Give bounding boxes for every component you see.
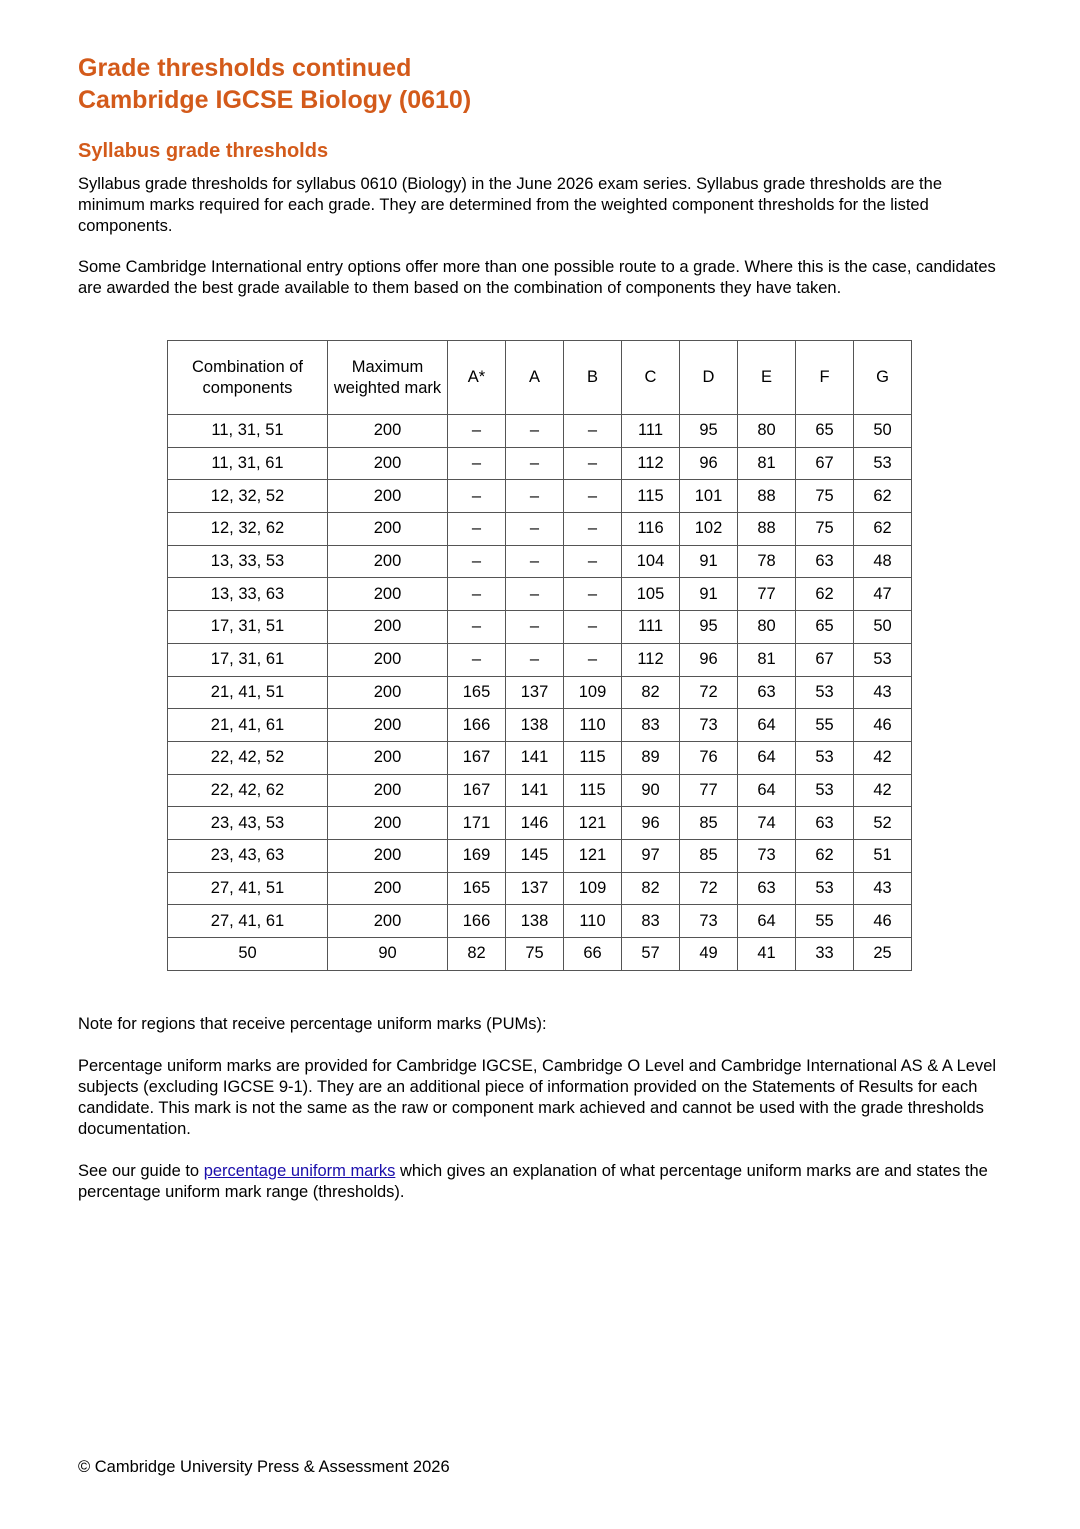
cell-grade-e: 77 [738, 578, 796, 611]
page-content [78, 52, 1002, 1203]
cell-grade-d: 77 [680, 774, 738, 807]
cell-grade-f: 53 [796, 741, 854, 774]
section-heading: Syllabus grade thresholds [78, 140, 329, 162]
cell-grade-f: 55 [796, 709, 854, 742]
cell-grade-c: 82 [622, 872, 680, 905]
cell-grade-g: 48 [854, 545, 912, 578]
cell-grade-c: 104 [622, 545, 680, 578]
header-grade-a: A [506, 341, 564, 415]
cell-grade-c: 97 [622, 839, 680, 872]
cell-grade-d: 85 [680, 839, 738, 872]
cell-grade-d: 49 [680, 938, 738, 971]
cell-grade-a: 146 [506, 807, 564, 840]
cell-grade-a-star: – [448, 545, 506, 578]
routes-paragraph: Some Cambridge International entry options offer more than one possible route to a grade. Where this is the case, candidates are awarded the best grade available to them based on the combination of components they have taken. [78, 258, 996, 297]
cell-grade-d: 91 [680, 545, 738, 578]
cell-grade-a-star: – [448, 415, 506, 448]
cell-grade-g: 46 [854, 905, 912, 938]
cell-grade-c: 82 [622, 676, 680, 709]
cell-grade-f: 67 [796, 643, 854, 676]
table-row [168, 872, 912, 905]
cell-grade-a: 138 [506, 709, 564, 742]
cell-grade-a: – [506, 578, 564, 611]
table-row [168, 447, 912, 480]
cell-grade-b: 66 [564, 938, 622, 971]
cell-grade-e: 64 [738, 905, 796, 938]
cell-max-mark: 200 [328, 676, 448, 709]
cell-combination: 17, 31, 61 [168, 643, 328, 676]
cell-max-mark: 200 [328, 872, 448, 905]
cell-grade-e: 81 [738, 447, 796, 480]
cell-grade-b: – [564, 447, 622, 480]
cell-grade-a-star: 166 [448, 709, 506, 742]
cell-grade-a: – [506, 480, 564, 513]
cell-grade-f: 53 [796, 774, 854, 807]
cell-grade-d: 85 [680, 807, 738, 840]
cell-combination: 27, 41, 61 [168, 905, 328, 938]
header-grade-e: E [738, 341, 796, 415]
table-header-row [168, 341, 912, 415]
guide-prefix-text: See our guide to [78, 1161, 204, 1180]
cell-grade-d: 95 [680, 611, 738, 644]
cell-grade-b: 121 [564, 807, 622, 840]
cell-grade-e: 80 [738, 611, 796, 644]
table-row [168, 938, 912, 971]
cell-grade-a-star: 169 [448, 839, 506, 872]
cell-grade-b: 121 [564, 839, 622, 872]
header-combination: Combination of components [168, 341, 328, 415]
percentage-uniform-marks-link[interactable]: percentage uniform marks [203, 1161, 396, 1180]
header-max-mark: Maximum weighted mark [328, 341, 448, 415]
cell-grade-a-star: 165 [448, 676, 506, 709]
cell-grade-f: 75 [796, 480, 854, 513]
cell-max-mark: 200 [328, 545, 448, 578]
cell-grade-a-star: – [448, 447, 506, 480]
cell-max-mark: 200 [328, 905, 448, 938]
cell-grade-e: 63 [738, 872, 796, 905]
cell-grade-a-star: 82 [448, 938, 506, 971]
cell-grade-d: 76 [680, 741, 738, 774]
cell-max-mark: 200 [328, 513, 448, 546]
cell-grade-b: – [564, 578, 622, 611]
header-grade-c: C [622, 341, 680, 415]
cell-grade-g: 53 [854, 447, 912, 480]
cell-grade-f: 65 [796, 415, 854, 448]
table-row [168, 513, 912, 546]
table-row [168, 709, 912, 742]
cell-combination: 11, 31, 51 [168, 415, 328, 448]
cell-grade-g: 43 [854, 872, 912, 905]
cell-combination: 23, 43, 63 [168, 839, 328, 872]
cell-combination: 23, 43, 53 [168, 807, 328, 840]
cell-grade-a-star: – [448, 611, 506, 644]
page-title: Grade thresholds continued [78, 54, 412, 82]
cell-grade-e: 64 [738, 709, 796, 742]
cell-grade-e: 63 [738, 676, 796, 709]
cell-grade-d: 73 [680, 905, 738, 938]
cell-grade-g: 51 [854, 839, 912, 872]
cell-max-mark: 200 [328, 415, 448, 448]
cell-grade-a: 141 [506, 774, 564, 807]
cell-grade-c: 105 [622, 578, 680, 611]
table-row [168, 578, 912, 611]
cell-grade-f: 53 [796, 676, 854, 709]
cell-grade-f: 62 [796, 839, 854, 872]
cell-grade-f: 55 [796, 905, 854, 938]
cell-grade-a-star: 171 [448, 807, 506, 840]
cell-grade-c: 116 [622, 513, 680, 546]
cell-combination: 13, 33, 63 [168, 578, 328, 611]
table-row [168, 839, 912, 872]
cell-max-mark: 200 [328, 774, 448, 807]
cell-grade-d: 91 [680, 578, 738, 611]
cell-grade-e: 78 [738, 545, 796, 578]
intro-paragraph: Syllabus grade thresholds for syllabus 0610 (Biology) in the June 2026 exam series. Syllabus grade thresholds are the minimum marks required for each grade. They are determined from the weighted component thresholds for the listed components. [78, 175, 942, 235]
header-grade-f: F [796, 341, 854, 415]
table-row [168, 480, 912, 513]
cell-max-mark: 200 [328, 741, 448, 774]
cell-grade-e: 80 [738, 415, 796, 448]
cell-combination: 21, 41, 61 [168, 709, 328, 742]
cell-grade-d: 95 [680, 415, 738, 448]
cell-grade-e: 88 [738, 480, 796, 513]
cell-combination: 13, 33, 53 [168, 545, 328, 578]
header-grade-b: B [564, 341, 622, 415]
cell-grade-g: 62 [854, 480, 912, 513]
table-row [168, 774, 912, 807]
pum-note-heading: Note for regions that receive percentage uniform marks (PUMs): [78, 1014, 547, 1033]
cell-grade-c: 115 [622, 480, 680, 513]
cell-grade-a: 137 [506, 676, 564, 709]
cell-grade-c: 90 [622, 774, 680, 807]
cell-max-mark: 200 [328, 611, 448, 644]
cell-combination: 22, 42, 62 [168, 774, 328, 807]
page-subtitle: Cambridge IGCSE Biology (0610) [78, 86, 472, 114]
cell-combination: 17, 31, 51 [168, 611, 328, 644]
cell-max-mark: 200 [328, 839, 448, 872]
cell-grade-a-star: – [448, 643, 506, 676]
cell-grade-f: 33 [796, 938, 854, 971]
cell-grade-a: 75 [506, 938, 564, 971]
cell-grade-a: 137 [506, 872, 564, 905]
grade-thresholds-table [167, 340, 912, 971]
cell-grade-a: – [506, 513, 564, 546]
table-row [168, 643, 912, 676]
cell-grade-e: 73 [738, 839, 796, 872]
cell-grade-a: 145 [506, 839, 564, 872]
cell-grade-c: 112 [622, 643, 680, 676]
cell-combination: 22, 42, 52 [168, 741, 328, 774]
cell-grade-a-star: – [448, 480, 506, 513]
header-grade-d: D [680, 341, 738, 415]
cell-grade-d: 72 [680, 676, 738, 709]
cell-grade-g: 46 [854, 709, 912, 742]
cell-grade-f: 75 [796, 513, 854, 546]
pum-guide-paragraph [78, 1161, 1002, 1203]
cell-grade-a-star: 165 [448, 872, 506, 905]
cell-grade-d: 101 [680, 480, 738, 513]
cell-grade-a: – [506, 611, 564, 644]
table-row [168, 545, 912, 578]
cell-grade-g: 43 [854, 676, 912, 709]
thresholds-table-wrapper [167, 340, 1002, 971]
cell-grade-a-star: – [448, 578, 506, 611]
cell-grade-a-star: – [448, 513, 506, 546]
cell-grade-a-star: 166 [448, 905, 506, 938]
header-grade-g: G [854, 341, 912, 415]
table-body [168, 415, 912, 971]
cell-grade-d: 102 [680, 513, 738, 546]
cell-grade-d: 96 [680, 447, 738, 480]
guide-suffix-text: which gives an explanation of what percentage uniform marks are and states the percentage uniform mark range (thresholds). [78, 1161, 988, 1201]
table-row [168, 611, 912, 644]
cell-grade-a-star: 167 [448, 774, 506, 807]
table-row [168, 415, 912, 448]
cell-grade-a: – [506, 415, 564, 448]
cell-grade-g: 53 [854, 643, 912, 676]
cell-grade-b: 109 [564, 872, 622, 905]
pum-note-paragraph: Percentage uniform marks are provided for Cambridge IGCSE, Cambridge O Level and Cambridge International AS & A Level subjects (excluding IGCSE 9-1). They are an additional piece of information provided on the Statements of Results for each candidate. This mark is not the same as the raw or component mark achieved and cannot be used with the grade thresholds documentation. [78, 1056, 997, 1138]
header-grade-a-star: A* [448, 341, 506, 415]
cell-grade-f: 65 [796, 611, 854, 644]
cell-grade-a: – [506, 447, 564, 480]
cell-grade-e: 64 [738, 774, 796, 807]
cell-grade-b: 109 [564, 676, 622, 709]
cell-grade-b: – [564, 513, 622, 546]
cell-grade-g: 47 [854, 578, 912, 611]
cell-grade-c: 111 [622, 415, 680, 448]
cell-max-mark: 200 [328, 447, 448, 480]
cell-combination: 21, 41, 51 [168, 676, 328, 709]
cell-grade-a: 141 [506, 741, 564, 774]
cell-max-mark: 90 [328, 938, 448, 971]
cell-grade-g: 25 [854, 938, 912, 971]
cell-grade-g: 50 [854, 611, 912, 644]
cell-grade-a-star: 167 [448, 741, 506, 774]
cell-combination: 12, 32, 52 [168, 480, 328, 513]
cell-grade-b: 110 [564, 905, 622, 938]
cell-grade-g: 62 [854, 513, 912, 546]
cell-grade-e: 41 [738, 938, 796, 971]
cell-grade-g: 52 [854, 807, 912, 840]
cell-grade-f: 63 [796, 807, 854, 840]
cell-grade-g: 50 [854, 415, 912, 448]
cell-max-mark: 200 [328, 807, 448, 840]
cell-grade-c: 83 [622, 905, 680, 938]
cell-grade-f: 53 [796, 872, 854, 905]
cell-grade-e: 64 [738, 741, 796, 774]
cell-grade-e: 88 [738, 513, 796, 546]
cell-combination: 12, 32, 62 [168, 513, 328, 546]
cell-grade-b: 110 [564, 709, 622, 742]
cell-grade-d: 96 [680, 643, 738, 676]
table-row [168, 905, 912, 938]
cell-grade-b: 115 [564, 741, 622, 774]
cell-grade-b: – [564, 611, 622, 644]
cell-grade-b: 115 [564, 774, 622, 807]
table-row [168, 676, 912, 709]
cell-grade-c: 89 [622, 741, 680, 774]
cell-grade-b: – [564, 480, 622, 513]
cell-combination: 11, 31, 61 [168, 447, 328, 480]
cell-grade-e: 74 [738, 807, 796, 840]
cell-grade-f: 67 [796, 447, 854, 480]
cell-grade-f: 62 [796, 578, 854, 611]
cell-grade-g: 42 [854, 774, 912, 807]
cell-grade-a: 138 [506, 905, 564, 938]
cell-combination: 27, 41, 51 [168, 872, 328, 905]
cell-grade-c: 112 [622, 447, 680, 480]
cell-combination: 50 [168, 938, 328, 971]
cell-max-mark: 200 [328, 643, 448, 676]
cell-grade-c: 111 [622, 611, 680, 644]
cell-grade-a: – [506, 643, 564, 676]
cell-grade-a: – [506, 545, 564, 578]
cell-max-mark: 200 [328, 578, 448, 611]
pum-notes [78, 1014, 1002, 1203]
cell-grade-d: 72 [680, 872, 738, 905]
cell-max-mark: 200 [328, 480, 448, 513]
cell-grade-g: 42 [854, 741, 912, 774]
cell-grade-c: 83 [622, 709, 680, 742]
cell-grade-f: 63 [796, 545, 854, 578]
table-row [168, 741, 912, 774]
cell-grade-b: – [564, 545, 622, 578]
cell-grade-b: – [564, 643, 622, 676]
footer-copyright: © Cambridge University Press & Assessment 2026 [78, 1458, 450, 1476]
cell-grade-b: – [564, 415, 622, 448]
cell-grade-c: 57 [622, 938, 680, 971]
cell-max-mark: 200 [328, 709, 448, 742]
cell-grade-e: 81 [738, 643, 796, 676]
cell-grade-d: 73 [680, 709, 738, 742]
table-row [168, 807, 912, 840]
cell-grade-c: 96 [622, 807, 680, 840]
